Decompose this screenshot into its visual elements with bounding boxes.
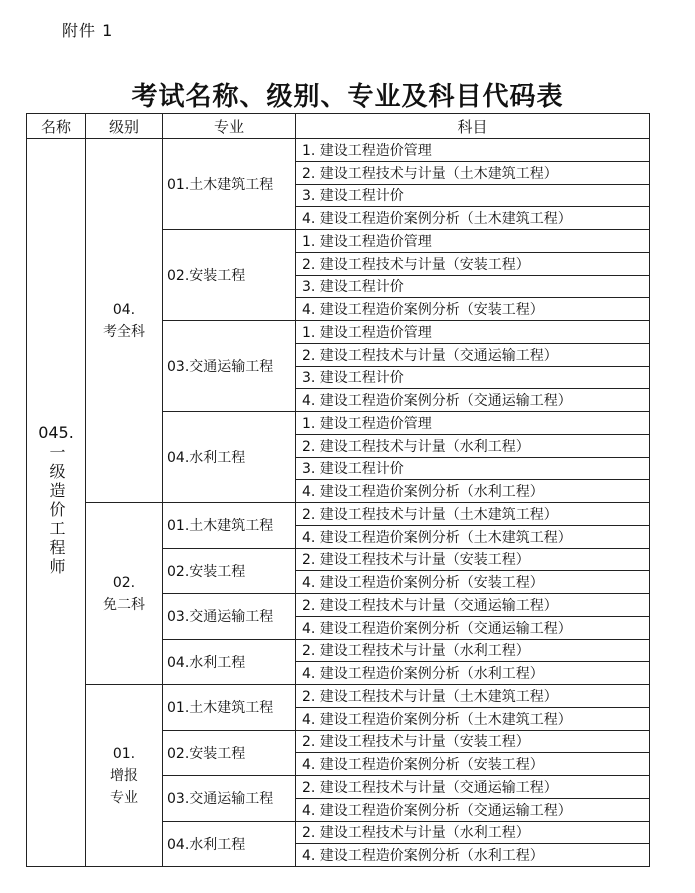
level-cell	[86, 139, 163, 503]
specialty-cell: 03.交通运输工程	[163, 321, 296, 412]
subject-cell: 2. 建设工程技术与计量（水利工程）	[296, 639, 650, 662]
specialty-cell: 03.交通运输工程	[163, 776, 296, 822]
subject-cell: 1. 建设工程造价管理	[296, 321, 650, 344]
attachment-label: 附件 1	[62, 21, 114, 40]
subject-cell: 3. 建设工程计价	[296, 275, 650, 298]
subject-cell: 4. 建设工程造价案例分析（交通运输工程）	[296, 798, 650, 821]
level-name: 考全科	[103, 323, 145, 340]
specialty-cell: 04.水利工程	[163, 821, 296, 867]
specialty-cell: 02.安装工程	[163, 548, 296, 594]
subject-cell: 2. 建设工程技术与计量（土木建筑工程）	[296, 161, 650, 184]
subject-cell: 4. 建设工程造价案例分析（土木建筑工程）	[296, 707, 650, 730]
specialty-cell: 01.土木建筑工程	[163, 503, 296, 549]
subject-cell: 2. 建设工程技术与计量（土木建筑工程）	[296, 685, 650, 708]
header-specialty: 专业	[163, 114, 296, 139]
subject-cell: 1. 建设工程造价管理	[296, 230, 650, 253]
level-code: 01.	[112, 745, 136, 762]
specialty-cell: 01.土木建筑工程	[163, 685, 296, 731]
subject-cell: 3. 建设工程计价	[296, 457, 650, 480]
page-title: 考试名称、级别、专业及科目代码表	[131, 82, 564, 112]
table-body	[27, 139, 650, 867]
subject-cell: 3. 建设工程计价	[296, 184, 650, 207]
level-code: 02.	[112, 574, 136, 591]
code-table	[26, 113, 650, 867]
level-name: 专业	[110, 789, 138, 806]
subject-cell: 4. 建设工程造价案例分析（水利工程）	[296, 662, 650, 685]
subject-cell: 2. 建设工程技术与计量（安装工程）	[296, 548, 650, 571]
subject-cell: 4. 建设工程造价案例分析（安装工程）	[296, 571, 650, 594]
subject-cell: 3. 建设工程计价	[296, 366, 650, 389]
level-name: 增报	[110, 767, 138, 784]
exam-name: 一级造价工程师	[47, 444, 66, 577]
subject-cell: 2. 建设工程技术与计量（交通运输工程）	[296, 776, 650, 799]
specialty-cell: 04.水利工程	[163, 639, 296, 685]
table-row	[27, 139, 650, 162]
subject-cell: 2. 建设工程技术与计量（水利工程）	[296, 434, 650, 457]
subject-cell: 4. 建设工程造价案例分析（交通运输工程）	[296, 616, 650, 639]
header-row	[27, 114, 650, 139]
subject-cell: 2. 建设工程技术与计量（土木建筑工程）	[296, 503, 650, 526]
subject-cell: 4. 建设工程造价案例分析（安装工程）	[296, 753, 650, 776]
exam-name-cell	[27, 139, 86, 867]
subject-cell: 2. 建设工程技术与计量（交通运输工程）	[296, 594, 650, 617]
subject-cell: 2. 建设工程技术与计量（安装工程）	[296, 252, 650, 275]
specialty-cell: 02.安装工程	[163, 230, 296, 321]
specialty-cell: 01.土木建筑工程	[163, 139, 296, 230]
subject-cell: 4. 建设工程造价案例分析（土木建筑工程）	[296, 525, 650, 548]
subject-cell: 4. 建设工程造价案例分析（土木建筑工程）	[296, 207, 650, 230]
subject-cell: 1. 建设工程造价管理	[296, 412, 650, 435]
level-code: 04.	[112, 301, 136, 318]
subject-cell: 2. 建设工程技术与计量（交通运输工程）	[296, 343, 650, 366]
subject-cell: 2. 建设工程技术与计量（安装工程）	[296, 730, 650, 753]
subject-cell: 4. 建设工程造价案例分析（交通运输工程）	[296, 389, 650, 412]
header-name: 名称	[27, 114, 86, 139]
specialty-cell: 02.安装工程	[163, 730, 296, 776]
subject-cell: 4. 建设工程造价案例分析（水利工程）	[296, 844, 650, 867]
specialty-cell: 03.交通运输工程	[163, 594, 296, 640]
subject-cell: 4. 建设工程造价案例分析（水利工程）	[296, 480, 650, 503]
exam-code: 045.	[38, 423, 74, 442]
subject-cell: 1. 建设工程造价管理	[296, 139, 650, 162]
subject-cell: 4. 建设工程造价案例分析（安装工程）	[296, 298, 650, 321]
header-level: 级别	[86, 114, 163, 139]
level-name: 免二科	[103, 596, 145, 613]
level-cell	[86, 685, 163, 867]
subject-cell: 2. 建设工程技术与计量（水利工程）	[296, 821, 650, 844]
level-cell	[86, 503, 163, 685]
specialty-cell: 04.水利工程	[163, 412, 296, 503]
table-row	[27, 685, 650, 708]
table-row	[27, 503, 650, 526]
header-subject: 科目	[296, 114, 650, 139]
